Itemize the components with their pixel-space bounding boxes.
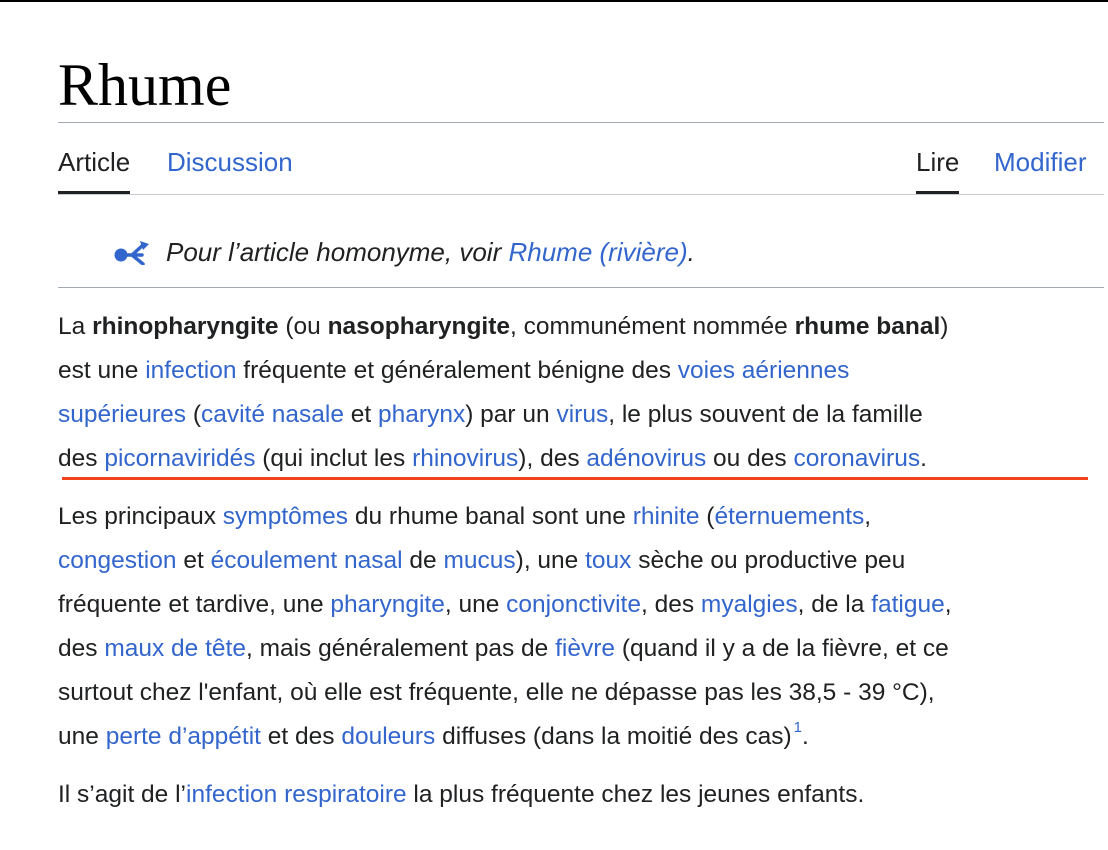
text: (ou <box>278 313 328 340</box>
text: , <box>944 591 952 618</box>
link-perte-appetit[interactable]: perte d’appétit <box>105 723 261 750</box>
bold-term: rhinopharyngite <box>92 313 279 340</box>
link-symptomes[interactable]: symptômes <box>222 503 349 530</box>
link-mucus[interactable]: mucus <box>443 547 516 574</box>
text: , <box>864 503 872 530</box>
text: fréquente et tardive, une <box>58 591 331 618</box>
text: , le plus souvent de la famille <box>608 401 923 428</box>
text: ) <box>940 313 949 340</box>
text: ( <box>699 503 715 530</box>
link-adenovirus[interactable]: adénovirus <box>586 445 707 472</box>
text: la plus fréquente chez les jeunes enfants. <box>406 781 865 808</box>
disambiguation-arrow-icon <box>112 238 152 274</box>
text: des <box>58 445 105 472</box>
highlight-underline <box>62 477 1088 480</box>
link-toux[interactable]: toux <box>585 547 632 574</box>
text: , communément nommée <box>510 313 795 340</box>
link-eternuements[interactable]: éternuements <box>714 503 865 530</box>
page-title: Rhume <box>58 52 232 118</box>
text: ( <box>186 401 201 428</box>
top-border <box>0 0 1108 2</box>
tab-discussion[interactable]: Discussion <box>167 147 293 177</box>
link-virus[interactable]: virus <box>556 401 609 428</box>
link-rhinite[interactable]: rhinite <box>632 503 700 530</box>
link-conjonctivite[interactable]: conjonctivite <box>506 591 641 618</box>
hatnote <box>112 234 695 274</box>
text: La <box>58 313 93 340</box>
text: , mais généralement pas de <box>245 635 556 662</box>
hatnote-suffix: . <box>687 237 695 267</box>
link-infection[interactable]: infection <box>145 357 237 384</box>
text: ou des <box>706 445 794 472</box>
text: . <box>801 723 809 750</box>
link-douleurs[interactable]: douleurs <box>341 723 436 750</box>
link-fatigue[interactable]: fatigue <box>871 591 945 618</box>
title-divider <box>58 122 1104 123</box>
text: . <box>920 445 927 472</box>
link-rhinovirus[interactable]: rhinovirus <box>412 445 519 472</box>
text: surtout chez l'enfant, où elle est fréquente, elle ne dépasse pas les 38,5 - 39 °C), <box>58 679 935 706</box>
link-infection-respiratoire[interactable]: infection respiratoire <box>186 781 407 808</box>
hatnote-divider <box>58 287 1104 288</box>
text: des <box>58 635 105 662</box>
text: est une <box>58 357 146 384</box>
text: Il s’agit de l’ <box>58 781 187 808</box>
text: et <box>344 401 379 428</box>
article-body <box>58 305 1108 817</box>
link-picornaviridés[interactable]: picornaviridés <box>104 445 256 472</box>
link-pharynx[interactable]: pharynx <box>378 401 466 428</box>
text: (quand il y a de la fièvre, et ce <box>615 635 949 662</box>
tab-read[interactable]: Lire <box>916 142 959 182</box>
reference-1[interactable]: 1 <box>793 719 802 736</box>
text: , des <box>640 591 701 618</box>
text: Les principaux <box>58 503 223 530</box>
text: ) par un <box>465 401 557 428</box>
text: ), une <box>515 547 586 574</box>
link-myalgies[interactable]: myalgies <box>700 591 798 618</box>
paragraph-1 <box>58 305 1108 481</box>
text: fréquente et généralement bénigne des <box>236 357 678 384</box>
text: une <box>58 723 106 750</box>
text: et des <box>260 723 342 750</box>
link-voies-aeriennes[interactable]: voies aériennes <box>677 357 850 384</box>
text: de <box>402 547 444 574</box>
link-pharyngite[interactable]: pharyngite <box>330 591 445 618</box>
link-fievre[interactable]: fièvre <box>555 635 616 662</box>
text: et <box>176 547 211 574</box>
text: , de la <box>797 591 872 618</box>
link-cavite-nasale[interactable]: cavité nasale <box>200 401 344 428</box>
text: sèche ou productive peu <box>631 547 906 574</box>
page-tabs <box>58 142 1104 196</box>
link-coronavirus[interactable]: coronavirus <box>793 445 921 472</box>
link-congestion[interactable]: congestion <box>58 547 177 574</box>
text: du rhume banal sont une <box>348 503 633 530</box>
paragraph-2 <box>58 495 1108 759</box>
tab-article[interactable]: Article <box>58 142 130 182</box>
paragraph-3 <box>58 773 1108 817</box>
text: diffuses (dans la moitié des cas) <box>435 723 792 750</box>
text: , une <box>444 591 507 618</box>
hatnote-link[interactable]: Rhume (rivière) <box>508 237 688 267</box>
tab-edit[interactable]: Modifier <box>994 147 1087 177</box>
link-ecoulement-nasal[interactable]: écoulement nasal <box>210 547 403 574</box>
hatnote-text: Pour l’article homonyme, voir <box>166 237 509 267</box>
tabs-divider <box>58 194 1104 195</box>
bold-term: rhume banal <box>794 313 941 340</box>
link-superieures[interactable]: supérieures <box>58 401 187 428</box>
text: (qui inclut les <box>255 445 413 472</box>
text: ), des <box>518 445 587 472</box>
bold-term: nasopharyngite <box>327 313 511 340</box>
link-maux-de-tete[interactable]: maux de tête <box>104 635 246 662</box>
